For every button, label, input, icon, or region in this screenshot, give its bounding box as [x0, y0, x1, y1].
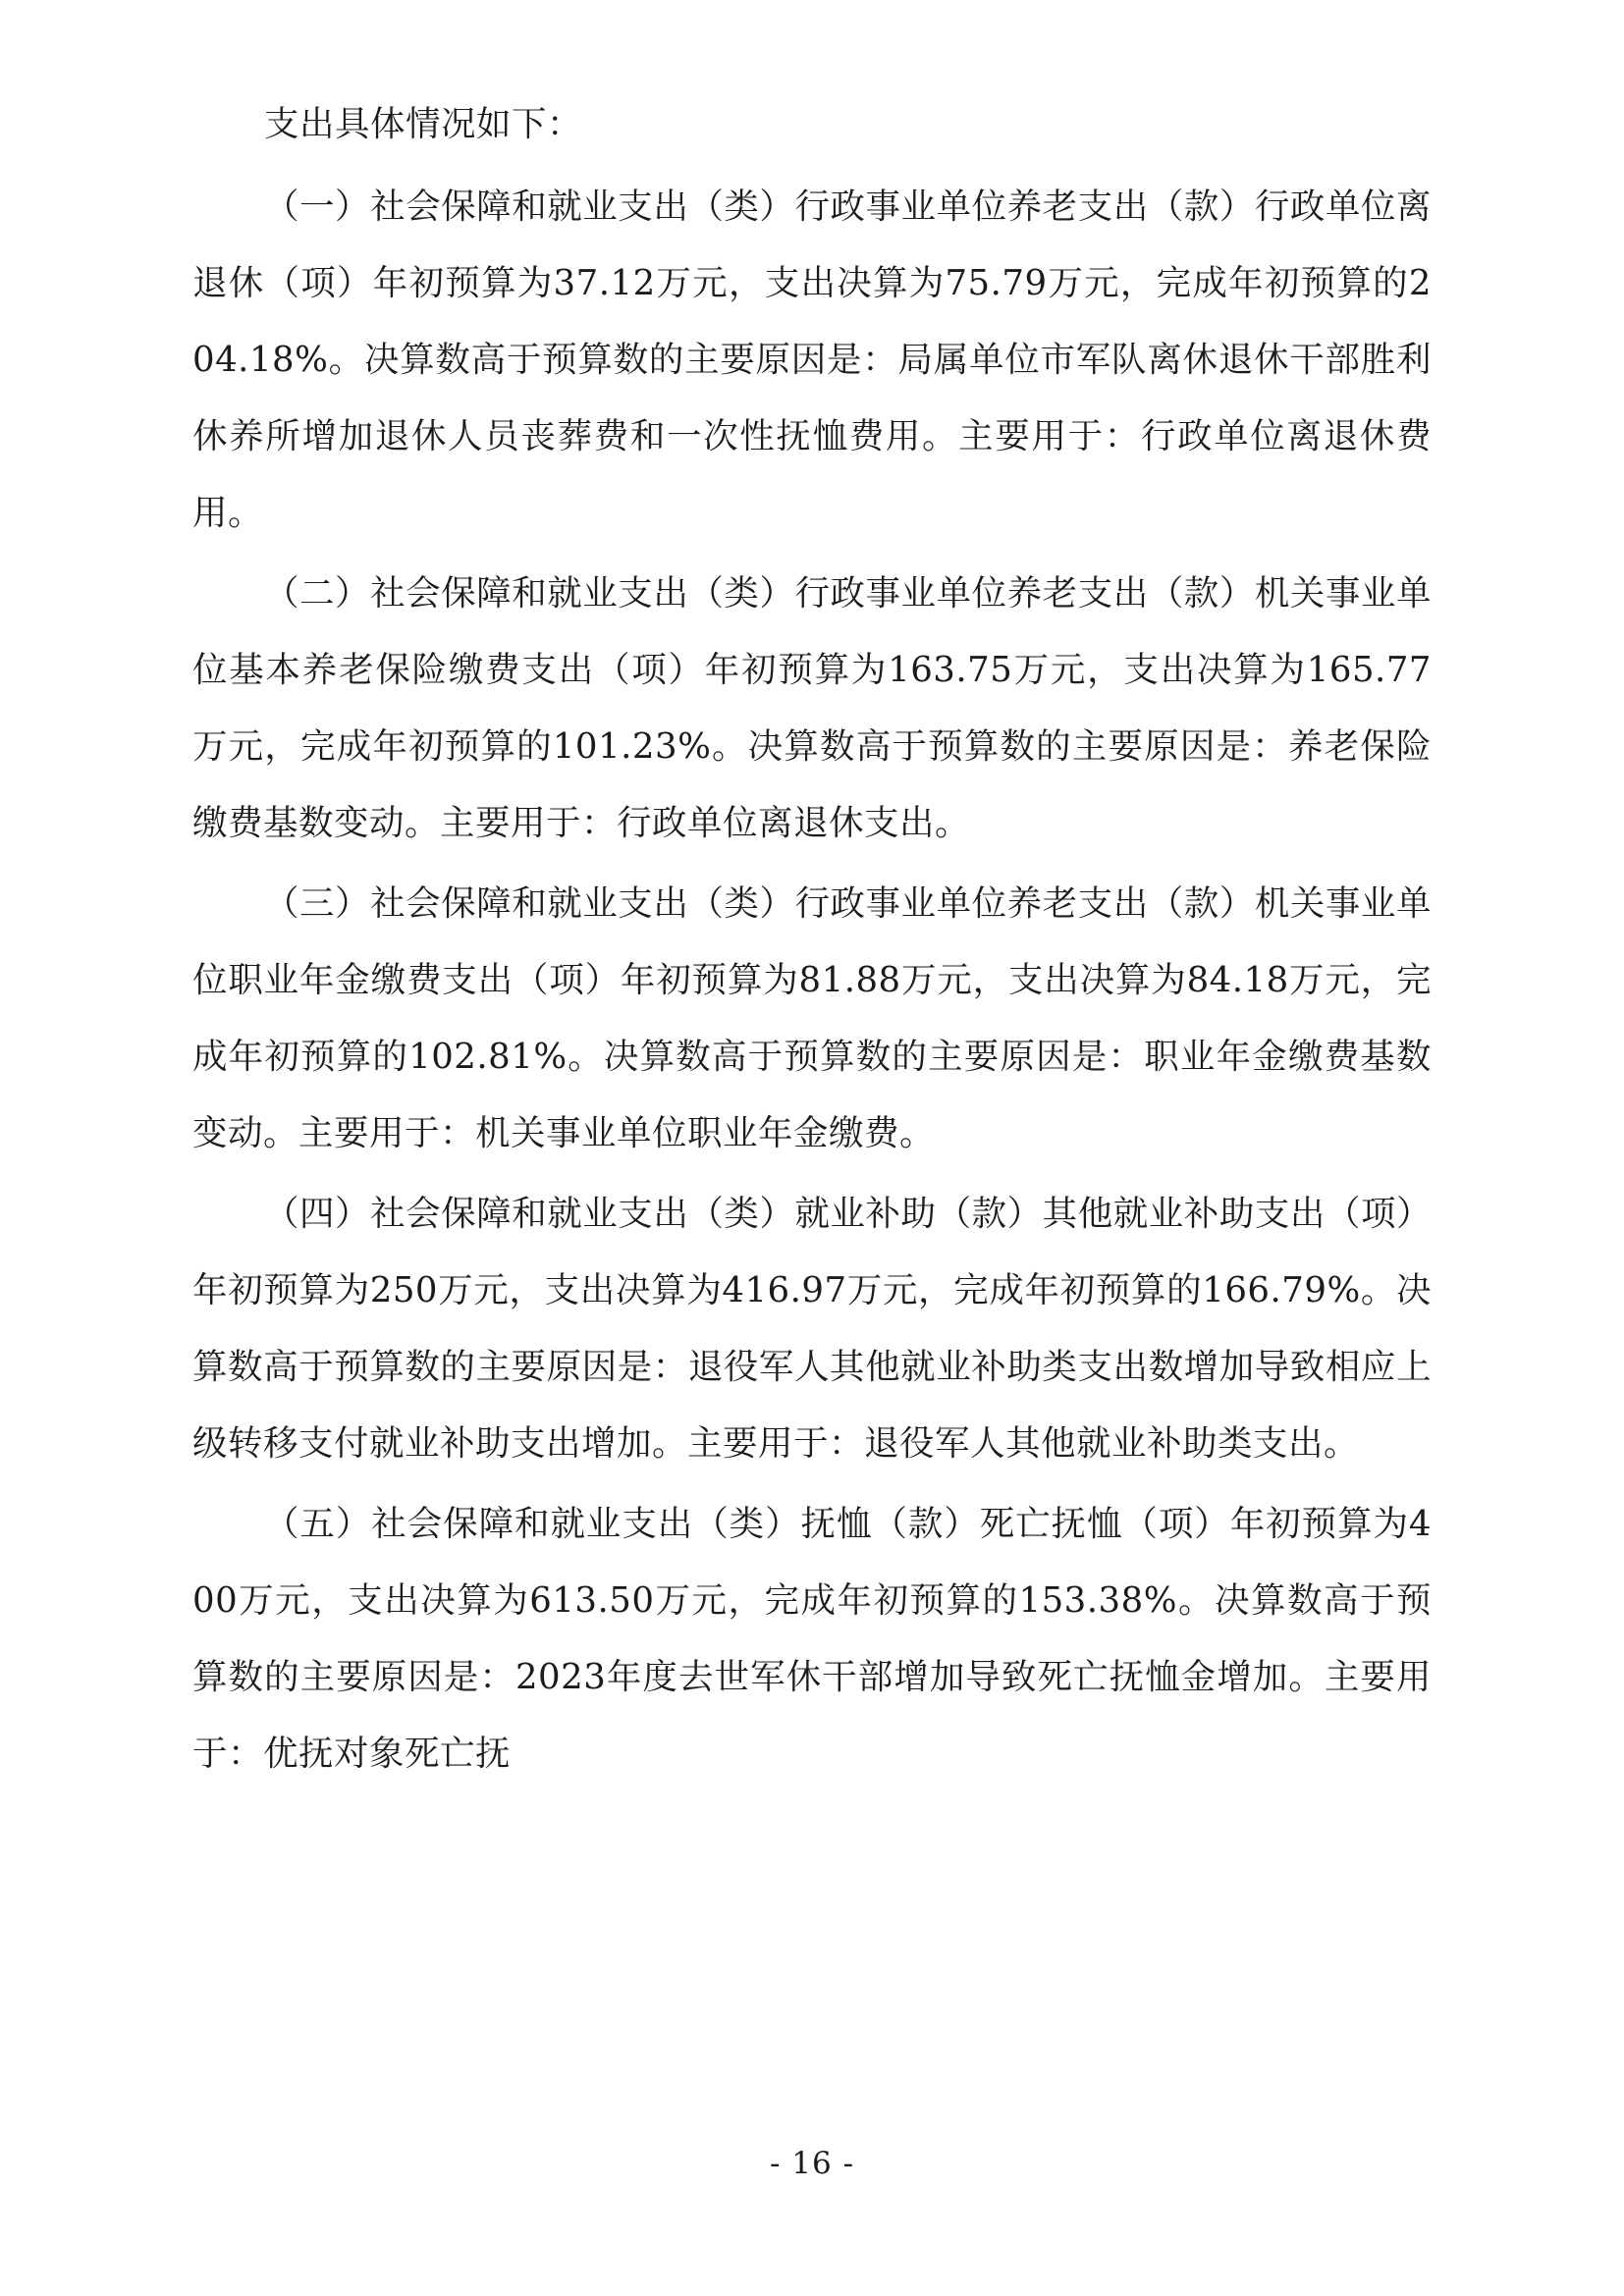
page-number: - 16 - — [769, 2146, 855, 2181]
paragraph-item-2: （二）社会保障和就业支出（类）行政事业单位养老支出（款）机关事业单位基本养老保险缴费支出（项）年初预算为163.75万元，支出决算为165.77万元，完成年初预算的101.23%。决算数高于预算数的主要原因是：养老保险缴费基数变动。主要用于：行政单位离退休支出。 — [192, 573, 1432, 843]
paragraph-item-5: （五）社会保障和就业支出（类）抚恤（款）死亡抚恤（项）年初预算为400万元，支出决算为613.50万元，完成年初预算的153.38%。决算数高于预算数的主要原因是：2023年度去世军休干部增加导致死亡抚恤金增加。主要用于：优抚对象死亡抚 — [192, 1504, 1432, 1774]
paragraph-item-1: （一）社会保障和就业支出（类）行政事业单位养老支出（款）行政单位离退休（项）年初预算为37.12万元，支出决算为75.79万元，完成年初预算的204.18%。决算数高于预算数的主要原因是：局属单位市军队离休退休干部胜利休养所增加退休人员丧葬费和一次性抚恤费用。主要用于：行政单位离退休费用。 — [192, 187, 1432, 533]
page-body — [192, 86, 1432, 1796]
paragraph-intro: 支出具体情况如下： — [264, 104, 583, 144]
paragraph-item-3: （三）社会保障和就业支出（类）行政事业单位养老支出（款）机关事业单位职业年金缴费支出（项）年初预算为81.88万元，支出决算为84.18万元，完成年初预算的102.81%。决算数高于预算数的主要原因是：职业年金缴费基数变动。主要用于：机关事业单位职业年金缴费。 — [192, 883, 1432, 1153]
paragraph-item-4: （四）社会保障和就业支出（类）就业补助（款）其他就业补助支出（项）年初预算为250万元，支出决算为416.97万元，完成年初预算的166.79%。决算数高于预算数的主要原因是：退役军人其他就业补助类支出数增加导致相应上级转移支付就业补助支出增加。主要用于：退役军人其他就业补助类支出。 — [192, 1194, 1432, 1464]
